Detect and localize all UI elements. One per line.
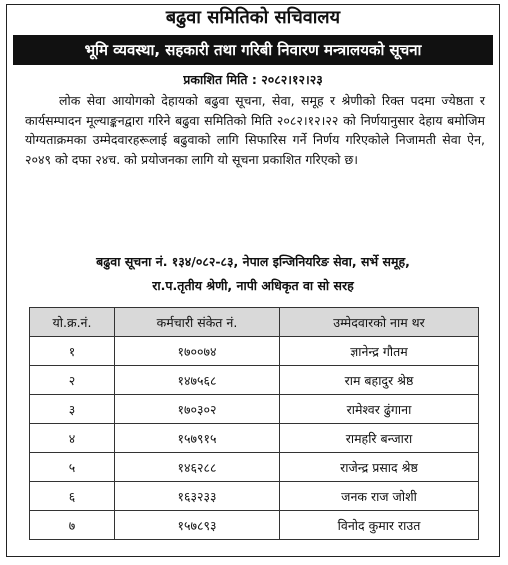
promotion-notice-line-1: बढुवा सूचना नं. १३४/०८२-८३, नेपाल इन्जिनियरिङ सेवा, सर्भे समूह, <box>96 254 410 269</box>
candidate-name-cell: ज्ञानेन्द्र गौतम <box>280 337 479 366</box>
table-row <box>30 395 479 424</box>
candidate-table <box>29 307 479 540</box>
employee-code-cell: १५७९१५ <box>115 424 280 453</box>
ministry-notice-banner: भूमि व्यवस्था, सहकारी तथा गरिबी निवारण मन्त्रालयको सूचना <box>13 35 493 65</box>
employee-code-cell: १६३२३३ <box>115 482 280 511</box>
serial-cell: २ <box>30 366 115 395</box>
promotion-notice-line-2: रा.प.तृतीय श्रेणी, नापी अधिकृत वा सो सरह <box>152 278 354 293</box>
candidate-name-cell: राम बहादुर श्रेष्ठ <box>280 366 479 395</box>
table-row <box>30 482 479 511</box>
notice-sheet <box>6 4 500 557</box>
candidate-name-cell: रामहरि बन्जारा <box>280 424 479 453</box>
published-date: प्रकाशित मिति : २०८२।१२।२३ <box>183 72 323 87</box>
notice-body-paragraph <box>25 91 485 169</box>
serial-cell: ७ <box>30 511 115 540</box>
serial-cell: ६ <box>30 482 115 511</box>
serial-cell: १ <box>30 337 115 366</box>
employee-code-cell: १७०३०२ <box>115 395 280 424</box>
table-row <box>30 366 479 395</box>
table-row <box>30 511 479 540</box>
column-header-employee-code: कर्मचारी संकेत नं. <box>115 308 280 337</box>
serial-cell: ३ <box>30 395 115 424</box>
serial-cell: ५ <box>30 453 115 482</box>
table-row <box>30 453 479 482</box>
table-header-row <box>30 308 479 337</box>
employee-code-cell: १५७८९३ <box>115 511 280 540</box>
office-title: बढुवा समितिको सचिवालय <box>165 7 341 28</box>
employee-code-cell: १७००७४ <box>115 337 280 366</box>
serial-cell: ४ <box>30 424 115 453</box>
employee-code-cell: १४७५६८ <box>115 366 280 395</box>
candidate-name-cell: रामेश्वर ढुंगाना <box>280 395 479 424</box>
employee-code-cell: १४६२८८ <box>115 453 280 482</box>
table-row <box>30 337 479 366</box>
column-header-candidate-name: उम्मेदवारको नाम थर <box>280 308 479 337</box>
table-row <box>30 424 479 453</box>
candidate-name-cell: राजेन्द्र प्रसाद श्रेष्ठ <box>280 453 479 482</box>
column-header-serial: यो.क्र.नं. <box>30 308 115 337</box>
candidate-name-cell: विनोद कुमार राउत <box>280 511 479 540</box>
candidate-name-cell: जनक राज जोशी <box>280 482 479 511</box>
notice-body-text: लोक सेवा आयोगको देहायको बढुवा सूचना, सेवा, समूह र श्रेणीको रिक्त पदमा ज्येष्ठता र कार्यसम्पादन मूल्याङ्कनद्वारा गरिने बढुवा समितिको मिति २०८२।१२।२२ को निर्णयानुसार देहाय बमोजिम योग्यताक्रमका उम्मेदवारहरूलाई बढुवाको लागि सिफारिस गर्ने निर्णय गरिएकोले निजामती सेवा ऐन, २०४९ को दफा २४च. को प्रयोजनका लागि यो सूचना प्रकाशित गरिएको छ। <box>25 93 485 167</box>
